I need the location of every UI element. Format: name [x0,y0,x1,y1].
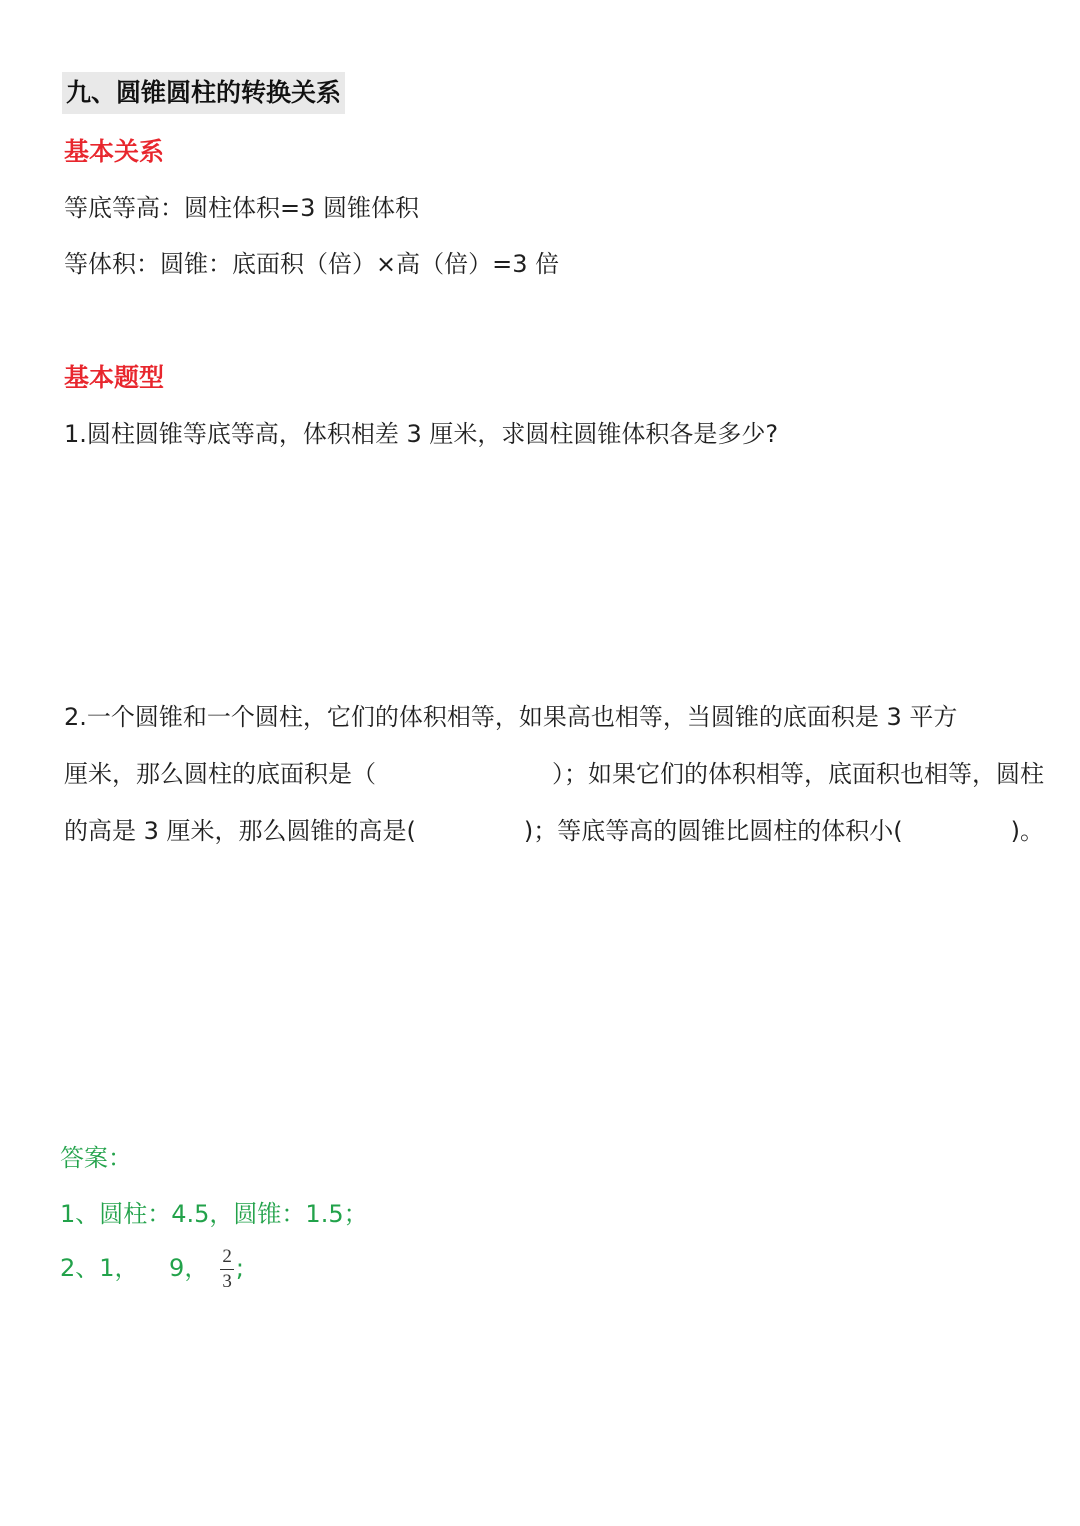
problem-2-line-3-part-b: )；等底等高的圆锥比圆柱的体积小( [523,817,903,845]
relation-line-2: 等体积：圆锥：底面积（倍）×高（倍）=3 倍 [64,250,560,278]
relation-line-1: 等底等高：圆柱体积=3 圆锥体积 [64,194,420,222]
answer-2-fraction [220,1247,234,1292]
problem-2-line-1-text: 2.一个圆锥和一个圆柱，它们的体积相等，如果高也相等，当圆锥的底面积是 3 平方 [64,703,958,731]
answer-2 [60,1240,244,1296]
problem-1: 1.圆柱圆锥等底等高，体积相差 3 厘米，求圆柱圆锥体积各是多少? [64,420,779,448]
basic-problems-heading: 基本题型 [64,363,165,392]
problem-2-line-2 [64,746,1044,803]
basic-relations-heading: 基本关系 [64,137,165,166]
problem-2-line-3-part-c: )。 [1010,817,1044,845]
problem-2-line-1 [64,689,1044,746]
answer-2-prefix: 2、1， 9， [60,1254,209,1282]
problem-2 [64,689,1044,860]
problem-2-line-2-part-b: ）；如果它们的体积相等，底面积也相等，圆柱 [552,760,1044,788]
section-title: 九、圆锥圆柱的转换关系 [62,72,345,114]
fraction-denominator: 3 [222,1270,232,1292]
answers-heading: 答案： [60,1144,132,1172]
fraction-numerator: 2 [222,1245,232,1267]
problem-2-line-3 [64,803,1044,860]
fraction-bar [220,1269,234,1270]
problem-2-line-3-part-a: 的高是 3 厘米，那么圆锥的高是( [64,817,416,845]
problem-2-line-2-part-a: 厘米，那么圆柱的底面积是（ [64,760,376,788]
answer-1: 1、圆柱：4.5，圆锥：1.5； [60,1200,368,1228]
answer-2-suffix: ; [235,1254,244,1282]
